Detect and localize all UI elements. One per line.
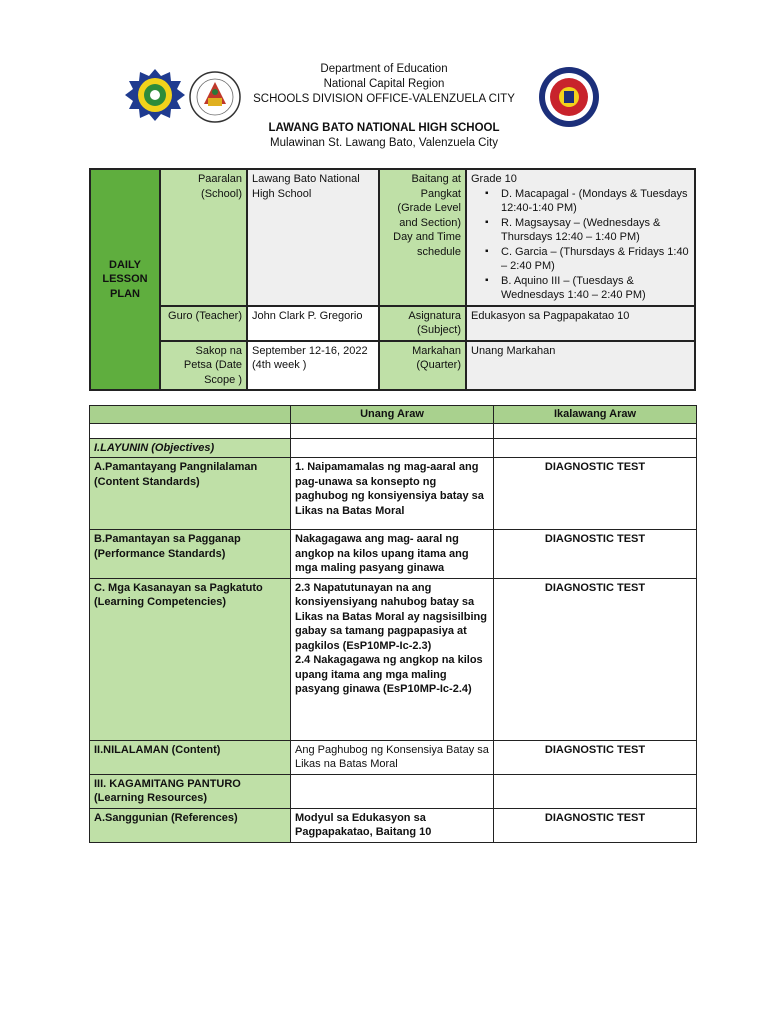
schedule-item: ▪ D. Macapagal - (Mondays & Tuesdays 12:40-1:40 PM) [485,187,690,216]
document-header [0,62,768,107]
learning-resources-day1 [291,774,494,808]
column-header-day1: Unang Araw [291,406,494,424]
content-standards-day1: 1. Naipamamalas ng mag-aaral ang pag-unawa sa konsepto ng paghubog ng konsiyensiya batay sa Likas na Batas Moral [291,458,494,530]
quarter-value: Unang Markahan [466,341,695,391]
performance-standards-day2: DIAGNOSTIC TEST [494,530,697,579]
schedule-item: ▪ C. Garcia – (Thursdays & Fridays 1:40 – 2:40 PM) [485,245,690,274]
content-standards-label: A.Pamantayang Pangnilalaman (Content Standards) [90,458,291,530]
header-region: National Capital Region [323,78,445,90]
school-label: Paaralan (School) [160,169,247,306]
quarter-label: Markahan (Quarter) [379,341,466,391]
date-value: September 12-16, 2022 [252,344,368,357]
content-label: II.NILALAMAN (Content) [90,740,291,774]
references-day1: Modyul sa Edukasyon sa Pagpapakatao, Baitang 10 [291,808,494,842]
content-day2: DIAGNOSTIC TEST [494,740,697,774]
performance-standards-day1: Nakagagawa ang mag- aaral ng angkop na kilos upang itama ang mga maling pasyang ginawa [291,530,494,579]
teacher-label: Guro (Teacher) [160,306,247,341]
objectives-label: I.LAYUNIN (Objectives) [90,438,291,458]
daily-lesson-plan-label: DAILY LESSON PLAN [90,169,160,390]
schedule-item: ▪ B. Aquino III – (Tuesdays & Wednesdays 1:40 – 2:40 PM) [485,274,690,303]
grade-value: Grade 10 [471,173,517,185]
teacher-value: John Clark P. Gregorio [247,306,379,341]
content-day1: Ang Paghubog ng Konsensiya Batay sa Likas na Batas Moral [291,740,494,774]
date-label: Sakop na Petsa (Date Scope ) [160,341,247,391]
learning-resources-day2 [494,774,697,808]
lesson-plan-table [89,405,697,843]
blank-cell [90,423,291,438]
references-day2: DIAGNOSTIC TEST [494,808,697,842]
references-label: A.Sanggunian (References) [90,808,291,842]
week-value: (4th week ) [252,359,307,371]
blank-cell [291,438,494,458]
competency-2-3: 2.3 Napatutunayan na ang konsiyensiyang nahubog batay sa Likas na Batas Moral ay nagsisilbing gabay sa tamang pagpapasiya at pagkilos (EsP10MP-Ic-2.3) [295,581,487,652]
school-block [0,121,768,151]
learning-resources-label: III. KAGAMITANG PANTURO (Learning Resources) [90,774,291,808]
column-header-day2: Ikalawang Araw [494,406,697,424]
performance-standards-label: B.Pamantayan sa Pagganap (Performance Standards) [90,530,291,579]
header-division: SCHOOLS DIVISION OFFICE-VALENZUELA CITY [253,93,515,105]
blank-cell [494,438,697,458]
school-value: Lawang Bato National High School [247,169,379,306]
learning-competencies-day1 [291,578,494,740]
schedule-list [471,187,690,303]
header-blank-cell [90,406,291,424]
subject-label: Asignatura (Subject) [379,306,466,341]
content-standards-day2: DIAGNOSTIC TEST [494,458,697,530]
competency-2-4: 2.4 Nakagagawa ng angkop na kilos upang itama ang mga maling pasyang ginawa (EsP10MP-Ic-2.4) [295,654,483,695]
date-value-cell [247,341,379,391]
school-name: LAWANG BATO NATIONAL HIGH SCHOOL [268,122,500,134]
learning-competencies-label: C. Mga Kasanayan sa Pagkatuto (Learning Competencies) [90,578,291,740]
blank-cell [291,423,494,438]
lesson-info-table [89,168,696,391]
subject-value: Edukasyon sa Pagpapakatao 10 [466,306,695,341]
grade-label: Baitang at Pangkat (Grade Level and Section) Day and Time schedule [379,169,466,306]
grade-schedule-cell [466,169,695,306]
learning-competencies-day2: DIAGNOSTIC TEST [494,578,697,740]
blank-cell [494,423,697,438]
schedule-item: ▪ R. Magsaysay – (Wednesdays & Thursdays 12:40 – 1:40 PM) [485,216,690,245]
header-department: Department of Education [320,63,448,75]
school-address: Mulawinan St. Lawang Bato, Valenzuela City [269,137,498,149]
